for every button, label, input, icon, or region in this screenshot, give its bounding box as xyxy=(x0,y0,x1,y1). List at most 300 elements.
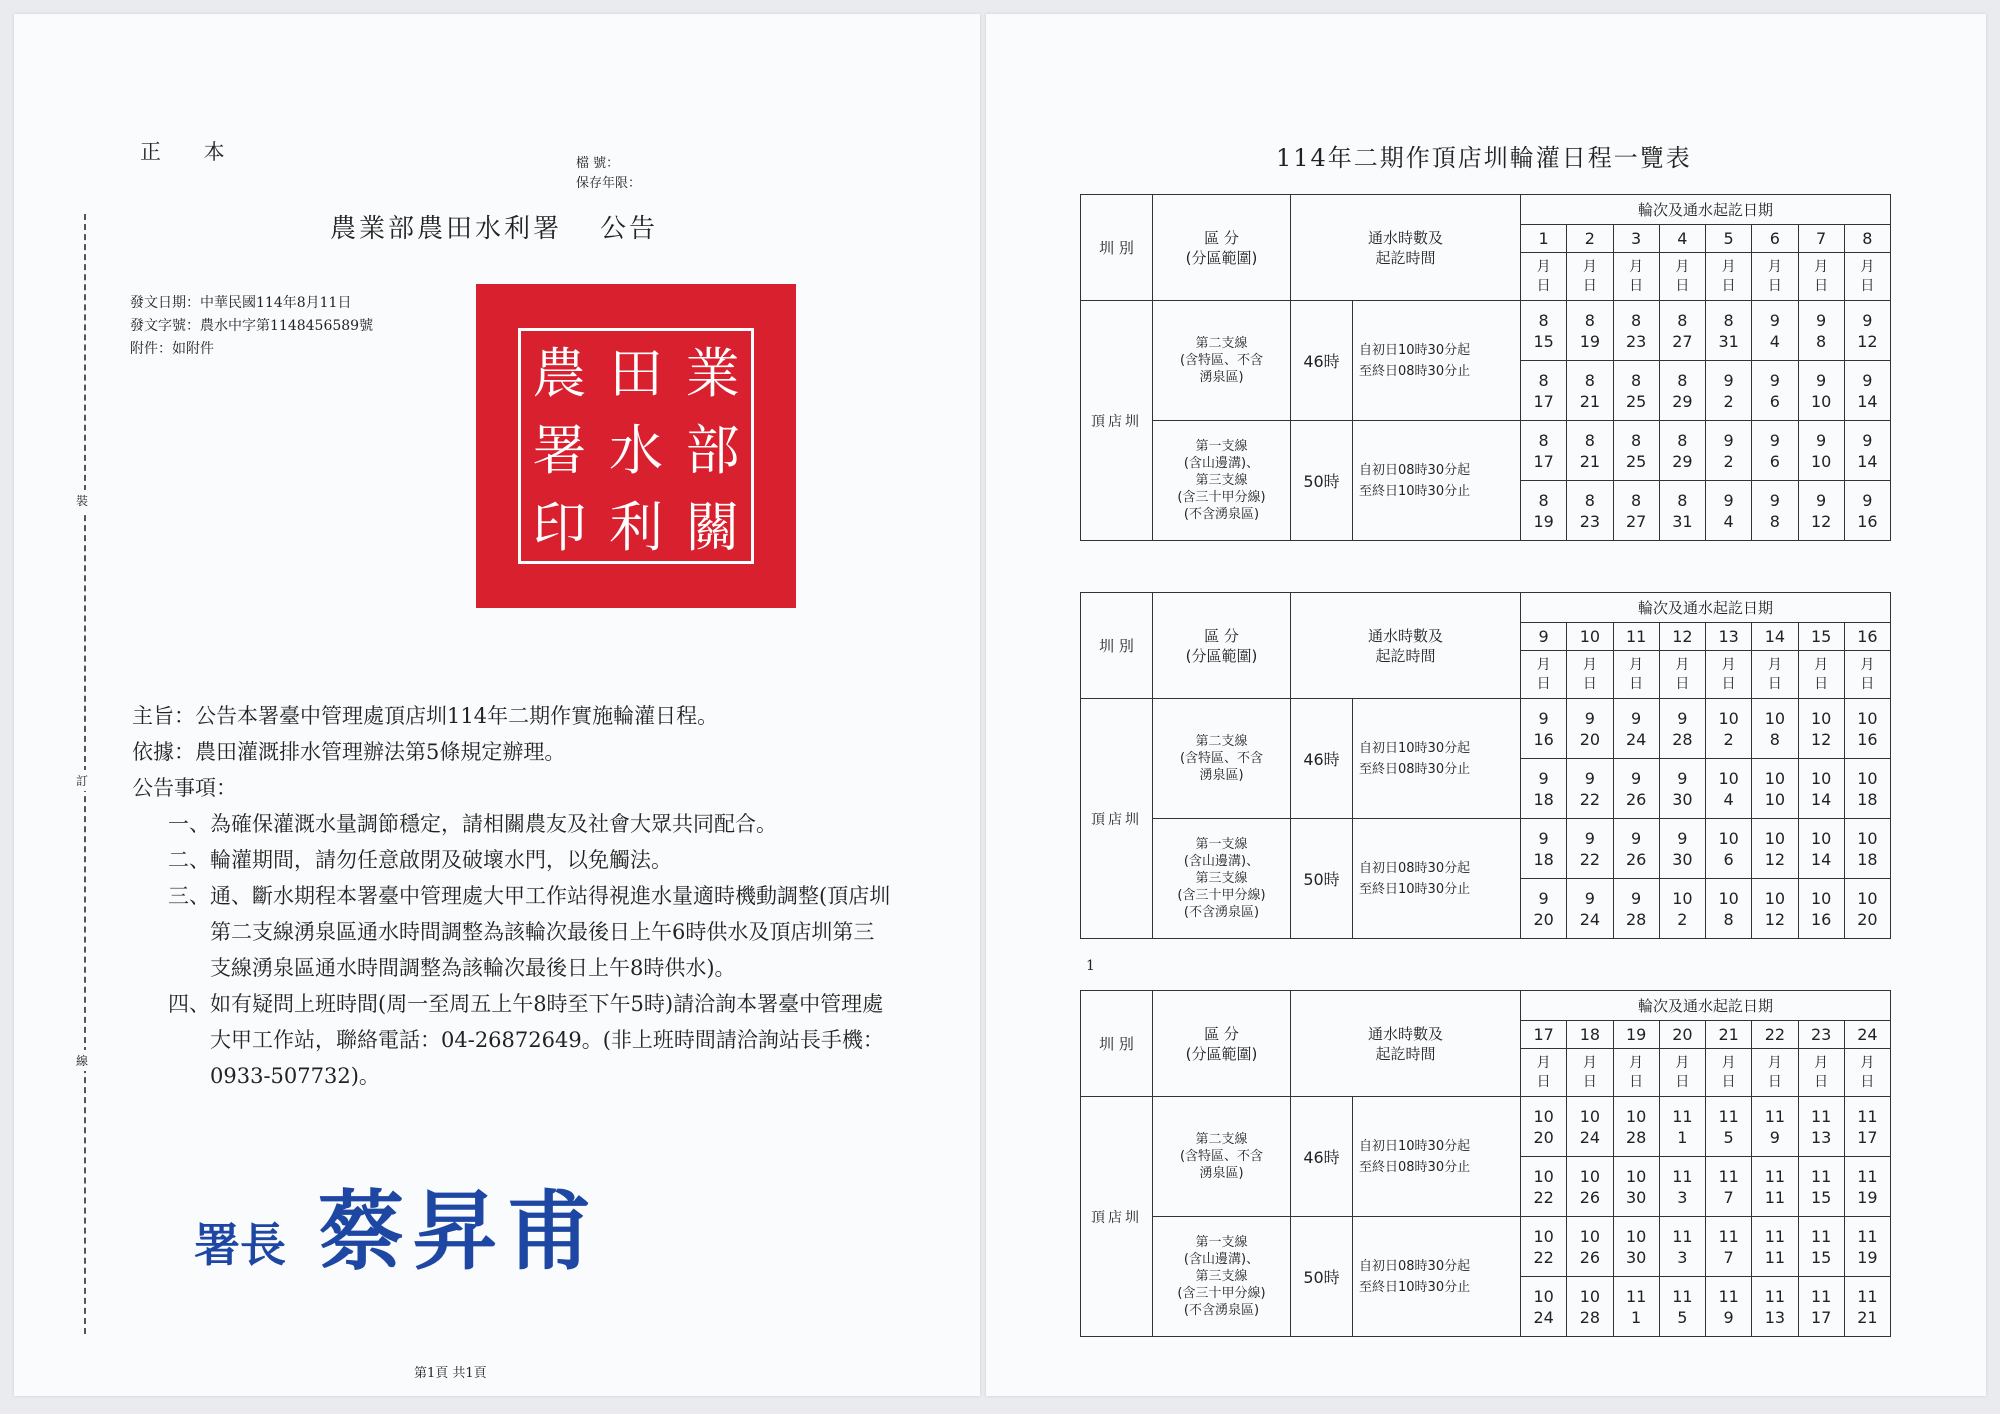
hours-header xyxy=(1291,991,1521,1097)
date-day: 28 xyxy=(1672,729,1693,749)
date-cell xyxy=(1659,1097,1705,1157)
day-label: 日 xyxy=(1860,277,1875,294)
date-cell xyxy=(1613,699,1659,759)
date-month: 9 xyxy=(1631,708,1642,728)
day-label: 日 xyxy=(1721,1073,1736,1090)
date-cell xyxy=(1706,481,1752,541)
month-day-header xyxy=(1844,1049,1890,1097)
date-month: 10 xyxy=(1857,828,1878,848)
zone-line: (含三十甲分線) xyxy=(1177,1286,1266,1301)
hours-cell: 46時 xyxy=(1291,301,1353,421)
date-cell xyxy=(1844,1097,1890,1157)
retention-period-label: 保存年限： xyxy=(576,176,642,191)
date-cell xyxy=(1706,1217,1752,1277)
date-day: 18 xyxy=(1857,849,1878,869)
zone-line: 湧泉區) xyxy=(1199,768,1244,783)
time-range-cell xyxy=(1353,699,1521,819)
date-month: 9 xyxy=(1723,370,1734,390)
copy-mark: 正 本 xyxy=(140,140,243,164)
month-day-header xyxy=(1567,253,1613,301)
issue-meta xyxy=(130,292,373,361)
date-cell xyxy=(1567,481,1613,541)
date-cell xyxy=(1659,1157,1705,1217)
date-cell xyxy=(1752,759,1798,819)
date-cell xyxy=(1613,301,1659,361)
date-cell xyxy=(1659,361,1705,421)
date-cell xyxy=(1567,361,1613,421)
round-number: 15 xyxy=(1798,623,1844,651)
date-month: 9 xyxy=(1769,490,1780,510)
date-cell xyxy=(1567,1157,1613,1217)
date-cell xyxy=(1613,759,1659,819)
date-day: 14 xyxy=(1857,451,1878,471)
zone-line: (含山邊溝)、 xyxy=(1183,854,1260,869)
date-cell xyxy=(1659,421,1705,481)
date-day: 24 xyxy=(1625,729,1647,749)
date-month: 9 xyxy=(1816,430,1827,450)
date-month: 11 xyxy=(1810,1286,1832,1306)
date-month: 11 xyxy=(1764,1106,1786,1126)
canal-header-label: 圳 別 xyxy=(1099,636,1134,655)
date-day: 16 xyxy=(1857,511,1878,531)
day-label: 日 xyxy=(1721,675,1736,692)
date-cell xyxy=(1613,421,1659,481)
date-day: 25 xyxy=(1625,391,1647,411)
date-cell xyxy=(1798,481,1844,541)
date-day: 13 xyxy=(1764,1307,1786,1327)
round-number: 10 xyxy=(1567,623,1613,651)
date-month: 10 xyxy=(1810,768,1832,788)
date-cell xyxy=(1659,819,1705,879)
date-cell xyxy=(1844,1157,1890,1217)
date-month: 8 xyxy=(1584,430,1595,450)
hours-header-sub: 起訖時間 xyxy=(1375,1044,1436,1063)
date-month: 9 xyxy=(1769,430,1780,450)
round-number: 9 xyxy=(1521,623,1567,651)
notice-item-text: 通、斷水期程本署臺中管理處大甲工作站得視進水量適時機動調整(頂店圳第二支線湧泉區通水時間調整為該輪次最後日上午6時供水及頂店圳第三支線湧泉區通水時間調整為該輪次最後日上午8時供水)。 xyxy=(210,884,891,980)
zone-line: (含特區、不含 xyxy=(1179,1149,1264,1164)
zone-line: 湧泉區) xyxy=(1199,1166,1244,1181)
date-cell xyxy=(1798,1217,1844,1277)
date-month: 11 xyxy=(1810,1226,1832,1246)
date-month: 10 xyxy=(1533,1226,1554,1246)
zone-header-sub: (分區範圍) xyxy=(1185,248,1258,267)
canal-name: 頂店圳 xyxy=(1081,1097,1153,1337)
notice-item xyxy=(132,806,892,842)
date-day: 14 xyxy=(1857,391,1878,411)
date-month: 10 xyxy=(1579,1106,1601,1126)
date-day: 11 xyxy=(1764,1247,1786,1267)
date-day: 23 xyxy=(1579,511,1601,531)
zone-line: 第二支線 xyxy=(1195,734,1248,749)
hours-header xyxy=(1291,593,1521,699)
rounds-header: 輪次及通水起訖日期 xyxy=(1521,593,1891,623)
date-month: 11 xyxy=(1625,1286,1647,1306)
date-cell xyxy=(1567,879,1613,939)
seal-char: 農 xyxy=(532,342,587,405)
schedule-page xyxy=(986,14,1986,1396)
date-day: 21 xyxy=(1579,451,1601,471)
date-month: 9 xyxy=(1584,888,1595,908)
date-month: 9 xyxy=(1631,828,1642,848)
month-day-header xyxy=(1706,253,1752,301)
date-day: 21 xyxy=(1857,1307,1878,1327)
month-label: 月 xyxy=(1860,258,1875,275)
date-month: 9 xyxy=(1677,768,1688,788)
zone-line: 第三支線 xyxy=(1195,871,1248,886)
date-cell xyxy=(1521,361,1567,421)
date-day: 6 xyxy=(1769,451,1780,471)
date-month: 9 xyxy=(1769,310,1780,330)
date-day: 16 xyxy=(1533,729,1554,749)
round-number: 14 xyxy=(1752,623,1798,651)
date-cell xyxy=(1752,361,1798,421)
day-label: 日 xyxy=(1767,1073,1782,1090)
date-cell xyxy=(1567,1217,1613,1277)
date-day: 14 xyxy=(1810,849,1832,869)
date-month: 10 xyxy=(1579,1286,1601,1306)
time-range-start: 自初日10時30分起 xyxy=(1359,740,1471,756)
date-cell xyxy=(1844,481,1890,541)
month-label: 月 xyxy=(1582,1054,1597,1071)
month-label: 月 xyxy=(1629,258,1644,275)
date-month: 10 xyxy=(1625,1106,1647,1126)
date-day: 5 xyxy=(1677,1307,1688,1327)
date-day: 29 xyxy=(1672,391,1693,411)
date-cell xyxy=(1521,481,1567,541)
date-cell xyxy=(1521,1277,1567,1337)
date-cell xyxy=(1567,1097,1613,1157)
date-cell xyxy=(1659,879,1705,939)
date-cell xyxy=(1613,819,1659,879)
date-day: 26 xyxy=(1579,1247,1601,1267)
round-number: 6 xyxy=(1752,225,1798,253)
date-cell xyxy=(1752,1097,1798,1157)
day-label: 日 xyxy=(1536,1073,1551,1090)
canal-name: 頂店圳 xyxy=(1081,301,1153,541)
agency-title xyxy=(330,208,658,245)
day-label: 日 xyxy=(1767,277,1782,294)
hours-cell: 46時 xyxy=(1291,1097,1353,1217)
date-month: 10 xyxy=(1579,1226,1601,1246)
date-cell xyxy=(1706,1097,1752,1157)
date-month: 11 xyxy=(1857,1106,1878,1126)
date-month: 9 xyxy=(1631,768,1642,788)
date-month: 11 xyxy=(1764,1286,1786,1306)
signature-name: 蔡昇甫 xyxy=(318,1181,600,1282)
basis-line: 依據：農田灌溉排水管理辦法第5條規定辦理。 xyxy=(132,740,566,764)
seal-char: 水 xyxy=(608,419,663,482)
date-day: 12 xyxy=(1764,849,1786,869)
date-day: 28 xyxy=(1625,1127,1647,1147)
round-number: 8 xyxy=(1844,225,1890,253)
month-label: 月 xyxy=(1814,1054,1829,1071)
director-signature xyxy=(194,1162,600,1286)
month-day-header xyxy=(1613,253,1659,301)
round-number: 24 xyxy=(1844,1021,1890,1049)
date-month: 8 xyxy=(1538,430,1549,450)
date-day: 19 xyxy=(1533,511,1554,531)
date-month: 8 xyxy=(1584,370,1595,390)
time-range-cell xyxy=(1353,421,1521,541)
round-number: 23 xyxy=(1798,1021,1844,1049)
date-day: 1 xyxy=(1677,1127,1688,1147)
seal-char: 印 xyxy=(532,496,587,559)
date-day: 17 xyxy=(1533,391,1554,411)
date-month: 9 xyxy=(1538,708,1549,728)
date-month: 11 xyxy=(1764,1166,1786,1186)
date-day: 2 xyxy=(1723,451,1734,471)
time-range-cell xyxy=(1353,1217,1521,1337)
date-month: 10 xyxy=(1810,888,1832,908)
zone-header xyxy=(1153,991,1291,1097)
round-number: 18 xyxy=(1567,1021,1613,1049)
date-day: 4 xyxy=(1769,331,1780,351)
date-month: 10 xyxy=(1810,828,1832,848)
date-cell xyxy=(1752,1277,1798,1337)
date-month: 8 xyxy=(1631,430,1642,450)
date-day: 8 xyxy=(1816,331,1827,351)
round-number: 2 xyxy=(1567,225,1613,253)
schedule-title: 114年二期作頂店圳輪灌日程一覽表 xyxy=(1276,144,1692,172)
canal-header-label: 圳 別 xyxy=(1099,238,1134,257)
schedule-table xyxy=(1080,592,1891,939)
date-day: 10 xyxy=(1810,391,1832,411)
date-cell xyxy=(1613,1217,1659,1277)
date-day: 24 xyxy=(1579,1127,1601,1147)
date-month: 9 xyxy=(1862,310,1873,330)
notice-heading: 公告事項： xyxy=(132,776,237,800)
round-number: 1 xyxy=(1521,225,1567,253)
date-cell xyxy=(1844,819,1890,879)
date-day: 9 xyxy=(1723,1307,1734,1327)
date-day: 18 xyxy=(1533,849,1554,869)
date-cell xyxy=(1844,759,1890,819)
date-month: 9 xyxy=(1723,490,1734,510)
day-label: 日 xyxy=(1629,277,1644,294)
date-day: 21 xyxy=(1579,391,1601,411)
date-day: 15 xyxy=(1810,1247,1832,1267)
date-month: 9 xyxy=(1677,708,1688,728)
hours-cell: 50時 xyxy=(1291,1217,1353,1337)
file-info xyxy=(576,154,641,194)
date-month: 11 xyxy=(1718,1166,1739,1186)
date-month: 11 xyxy=(1672,1226,1693,1246)
date-day: 30 xyxy=(1672,789,1693,809)
day-label: 日 xyxy=(1629,675,1644,692)
date-cell xyxy=(1613,879,1659,939)
canal-header xyxy=(1081,195,1153,301)
date-cell xyxy=(1844,1277,1890,1337)
date-cell xyxy=(1798,301,1844,361)
date-cell xyxy=(1567,301,1613,361)
day-label: 日 xyxy=(1536,675,1551,692)
date-day: 12 xyxy=(1764,909,1786,929)
date-month: 11 xyxy=(1718,1226,1739,1246)
date-day: 4 xyxy=(1723,511,1734,531)
date-month: 10 xyxy=(1625,1166,1647,1186)
zone-line: (含三十甲分線) xyxy=(1177,490,1266,505)
month-day-header xyxy=(1752,651,1798,699)
announcement-body xyxy=(132,698,892,1094)
zone-line: 第一支線 xyxy=(1195,837,1248,852)
date-month: 10 xyxy=(1533,1286,1554,1306)
date-day: 7 xyxy=(1723,1187,1734,1207)
date-month: 8 xyxy=(1677,370,1688,390)
date-cell xyxy=(1659,301,1705,361)
date-month: 9 xyxy=(1862,490,1873,510)
month-day-header xyxy=(1521,253,1567,301)
subject-line: 主旨：公告本署臺中管理處頂店圳114年二期作實施輪灌日程。 xyxy=(132,704,719,728)
date-day: 31 xyxy=(1672,511,1693,531)
date-cell xyxy=(1844,699,1890,759)
date-month: 8 xyxy=(1538,310,1549,330)
date-month: 10 xyxy=(1625,1226,1647,1246)
zone-line: 第一支線 xyxy=(1195,439,1248,454)
date-month: 9 xyxy=(1862,430,1873,450)
month-day-header xyxy=(1844,253,1890,301)
document-type: 公告 xyxy=(600,214,659,244)
hours-header-sub: 起訖時間 xyxy=(1375,646,1436,665)
notice-item-number: 四、 xyxy=(168,992,210,1016)
date-day: 10 xyxy=(1764,789,1786,809)
zone-line: 第三支線 xyxy=(1195,473,1248,488)
date-cell xyxy=(1752,421,1798,481)
canal-name: 頂店圳 xyxy=(1081,699,1153,939)
seal-char: 部 xyxy=(685,419,740,482)
date-month: 11 xyxy=(1672,1106,1693,1126)
hours-cell: 50時 xyxy=(1291,421,1353,541)
date-month: 10 xyxy=(1764,888,1786,908)
day-label: 日 xyxy=(1721,277,1736,294)
date-cell xyxy=(1521,819,1567,879)
date-cell xyxy=(1706,421,1752,481)
date-cell xyxy=(1706,1277,1752,1337)
day-label: 日 xyxy=(1675,1073,1690,1090)
date-cell xyxy=(1521,301,1567,361)
day-label: 日 xyxy=(1675,277,1690,294)
month-day-header xyxy=(1706,1049,1752,1097)
date-day: 31 xyxy=(1718,331,1739,351)
zone-line: 第三支線 xyxy=(1195,1269,1248,1284)
date-day: 22 xyxy=(1533,1187,1554,1207)
zone-line: 第二支線 xyxy=(1195,1132,1248,1147)
hours-header-label: 通水時數及 xyxy=(1368,1024,1444,1043)
date-day: 24 xyxy=(1533,1307,1554,1327)
seal-characters xyxy=(518,328,754,564)
date-day: 12 xyxy=(1810,729,1832,749)
date-month: 8 xyxy=(1631,310,1642,330)
date-day: 2 xyxy=(1723,729,1734,749)
date-day: 28 xyxy=(1625,909,1647,929)
date-day: 30 xyxy=(1625,1187,1647,1207)
date-cell xyxy=(1752,301,1798,361)
time-range-end: 至終日10時30分止 xyxy=(1359,881,1471,897)
day-label: 日 xyxy=(1629,1073,1644,1090)
date-cell xyxy=(1752,879,1798,939)
date-day: 20 xyxy=(1533,909,1554,929)
zone-header-sub: (分區範圍) xyxy=(1185,646,1258,665)
date-month: 8 xyxy=(1631,370,1642,390)
month-label: 月 xyxy=(1675,1054,1690,1071)
month-label: 月 xyxy=(1814,656,1829,673)
date-cell xyxy=(1706,819,1752,879)
month-label: 月 xyxy=(1860,1054,1875,1071)
date-month: 10 xyxy=(1718,768,1739,788)
month-day-header xyxy=(1521,651,1567,699)
date-month: 10 xyxy=(1533,1106,1554,1126)
month-label: 月 xyxy=(1536,656,1551,673)
round-number: 21 xyxy=(1706,1021,1752,1049)
issue-date: 發文日期：中華民國114年8月11日 xyxy=(130,295,352,311)
month-label: 月 xyxy=(1582,656,1597,673)
date-day: 8 xyxy=(1769,511,1780,531)
date-month: 11 xyxy=(1672,1286,1693,1306)
time-range-cell xyxy=(1353,1097,1521,1217)
date-month: 8 xyxy=(1584,490,1595,510)
zone-header xyxy=(1153,593,1291,699)
date-month: 9 xyxy=(1584,768,1595,788)
notice-item-number: 二、 xyxy=(168,848,210,872)
date-cell xyxy=(1613,1097,1659,1157)
round-number: 20 xyxy=(1659,1021,1705,1049)
date-cell xyxy=(1521,421,1567,481)
month-label: 月 xyxy=(1582,258,1597,275)
round-number: 3 xyxy=(1613,225,1659,253)
date-cell xyxy=(1706,361,1752,421)
round-number: 22 xyxy=(1752,1021,1798,1049)
notice-item xyxy=(132,986,892,1094)
time-range-end: 至終日10時30分止 xyxy=(1359,1279,1471,1295)
date-day: 15 xyxy=(1533,331,1554,351)
date-cell xyxy=(1752,819,1798,879)
zone-line: 第二支線 xyxy=(1195,336,1248,351)
date-cell xyxy=(1798,699,1844,759)
date-month: 10 xyxy=(1857,708,1878,728)
date-month: 11 xyxy=(1718,1286,1739,1306)
date-cell xyxy=(1798,1157,1844,1217)
date-month: 10 xyxy=(1533,1166,1554,1186)
agency-name: 農業部農田水利署 xyxy=(330,214,563,244)
day-label: 日 xyxy=(1767,675,1782,692)
date-month: 10 xyxy=(1579,1166,1601,1186)
date-day: 12 xyxy=(1857,331,1878,351)
month-label: 月 xyxy=(1721,258,1736,275)
date-month: 9 xyxy=(1584,828,1595,848)
binding-mark: 訂 xyxy=(76,770,88,791)
date-day: 17 xyxy=(1857,1127,1878,1147)
rounds-header: 輪次及通水起訖日期 xyxy=(1521,991,1891,1021)
date-month: 9 xyxy=(1816,310,1827,330)
day-label: 日 xyxy=(1582,675,1597,692)
date-month: 8 xyxy=(1723,310,1734,330)
date-day: 18 xyxy=(1857,789,1878,809)
date-cell xyxy=(1659,481,1705,541)
time-range-start: 自初日08時30分起 xyxy=(1359,1258,1471,1274)
rounds-header: 輪次及通水起訖日期 xyxy=(1521,195,1891,225)
zone-header-label: 區 分 xyxy=(1204,228,1239,247)
day-label: 日 xyxy=(1860,675,1875,692)
date-month: 9 xyxy=(1631,888,1642,908)
announcement-page xyxy=(14,14,980,1396)
date-day: 7 xyxy=(1723,1247,1734,1267)
canal-header-label: 圳 別 xyxy=(1099,1034,1134,1053)
notice-item-number: 三、 xyxy=(168,884,210,908)
zone-line: (含山邊溝)、 xyxy=(1183,1252,1260,1267)
date-cell xyxy=(1521,1217,1567,1277)
date-day: 28 xyxy=(1579,1307,1601,1327)
date-day: 2 xyxy=(1723,391,1734,411)
